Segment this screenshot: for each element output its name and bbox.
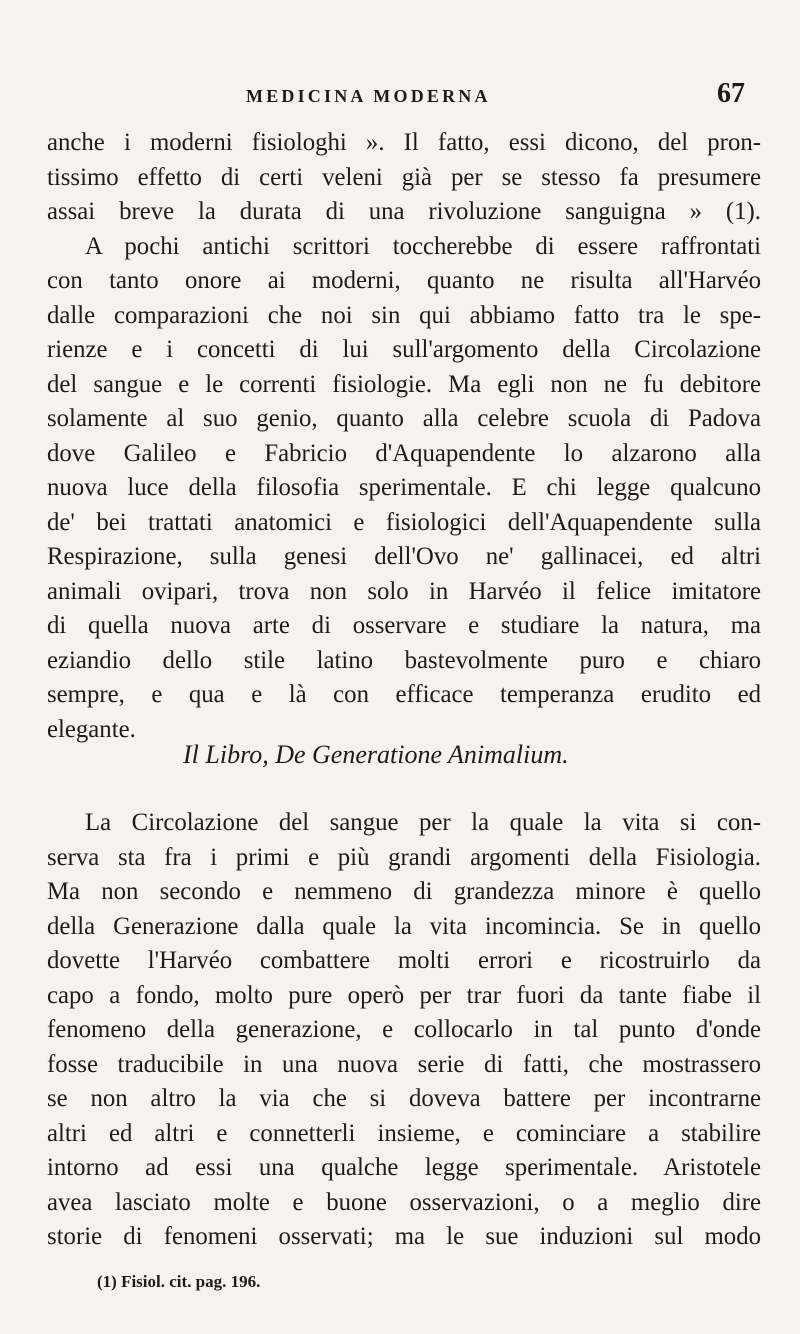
text-line: Respirazione, sulla genesi dell'Ovo ne' gallinacei, ed altri	[47, 543, 761, 570]
text-line: tissimo effetto di certi veleni già per se stesso fa presumere	[47, 163, 761, 191]
body-text-bottom	[47, 806, 761, 1255]
text-line: solamente al suo genio, quanto alla celebre scuola di Padova	[47, 405, 761, 432]
text-line: Ma non secondo e nemmeno di grandezza minore è quello	[47, 878, 761, 905]
text-line: della Generazione dalla quale la vita incomincia. Se in quello	[47, 912, 761, 940]
text-line: storie di fenomeni osservati; ma le sue induzioni sul modo	[47, 1223, 761, 1250]
text-line: de' bei trattati anatomici e fisiologici dell'Aquapendente sulla	[47, 508, 761, 536]
text-line: nuova luce della filosofia sperimentale. E chi legge qualcuno	[47, 474, 761, 501]
text-line: fenomeno della generazione, e collocarlo in tal punto d'onde	[47, 1016, 761, 1043]
text-line: dovette l'Harvéo combattere molti errori e ricostruirlo da	[47, 947, 761, 974]
text-line: eziandio dello stile latino bastevolmente puro e chiaro	[47, 646, 761, 674]
text-line: del sangue e le correnti fisiologie. Ma egli non ne fu debitore	[47, 370, 761, 398]
text-line: capo a fondo, molto pure operò per trar fuori da tante fiabe il	[47, 981, 761, 1009]
text-line: avea lasciato molte e buone osservazioni, o a meglio dire	[47, 1188, 761, 1216]
text-line: assai breve la durata di una rivoluzione sanguigna » (1).	[47, 198, 761, 225]
text-line: intorno ad essi una qualche legge sperimentale. Aristotele	[47, 1154, 761, 1181]
text-line: La Circolazione del sangue per la quale la vita si con-	[85, 809, 761, 836]
text-line: A pochi antichi scrittori toccherebbe di essere raffrontati	[85, 232, 761, 260]
body-text-top	[47, 126, 761, 747]
text-line: di quella nuova arte di osservare e studiare la natura, ma	[47, 612, 761, 639]
text-line: rienze e i concetti di lui sull'argomento della Circolazione	[47, 336, 761, 363]
page-number: 67	[717, 78, 745, 109]
text-line: altri ed altri e connetterli insieme, e cominciare a stabilire	[47, 1119, 761, 1147]
text-line: anche i moderni fisiologhi ». Il fatto, essi dicono, del pron-	[47, 129, 761, 156]
text-line: serva sta fra i primi e più grandi argomenti della Fisiologia.	[47, 843, 761, 871]
running-head: MEDICINA MODERNA	[246, 86, 491, 106]
text-line: dalle comparazioni che noi sin qui abbiamo fatto tra le spe-	[47, 301, 761, 329]
text-line: dove Galileo e Fabricio d'Aquapendente lo alzarono alla	[47, 439, 761, 467]
text-line: con tanto onore ai moderni, quanto ne risulta all'Harvéo	[47, 267, 761, 294]
text-line: fosse traducibile in una nuova serie di fatti, che mostrassero	[47, 1050, 761, 1078]
section-heading: Il Libro, De Generatione Animalium.	[183, 740, 569, 769]
footnote: (1) Fisiol. cit. pag. 196.	[97, 1272, 261, 1291]
text-line: elegante.	[47, 715, 136, 743]
text-line: se non altro la via che si doveva battere per incontrarne	[47, 1085, 761, 1112]
text-line: sempre, e qua e là con efficace temperanza erudito ed	[47, 681, 761, 708]
text-line: animali ovipari, trova non solo in Harvéo il felice imitatore	[47, 577, 761, 605]
